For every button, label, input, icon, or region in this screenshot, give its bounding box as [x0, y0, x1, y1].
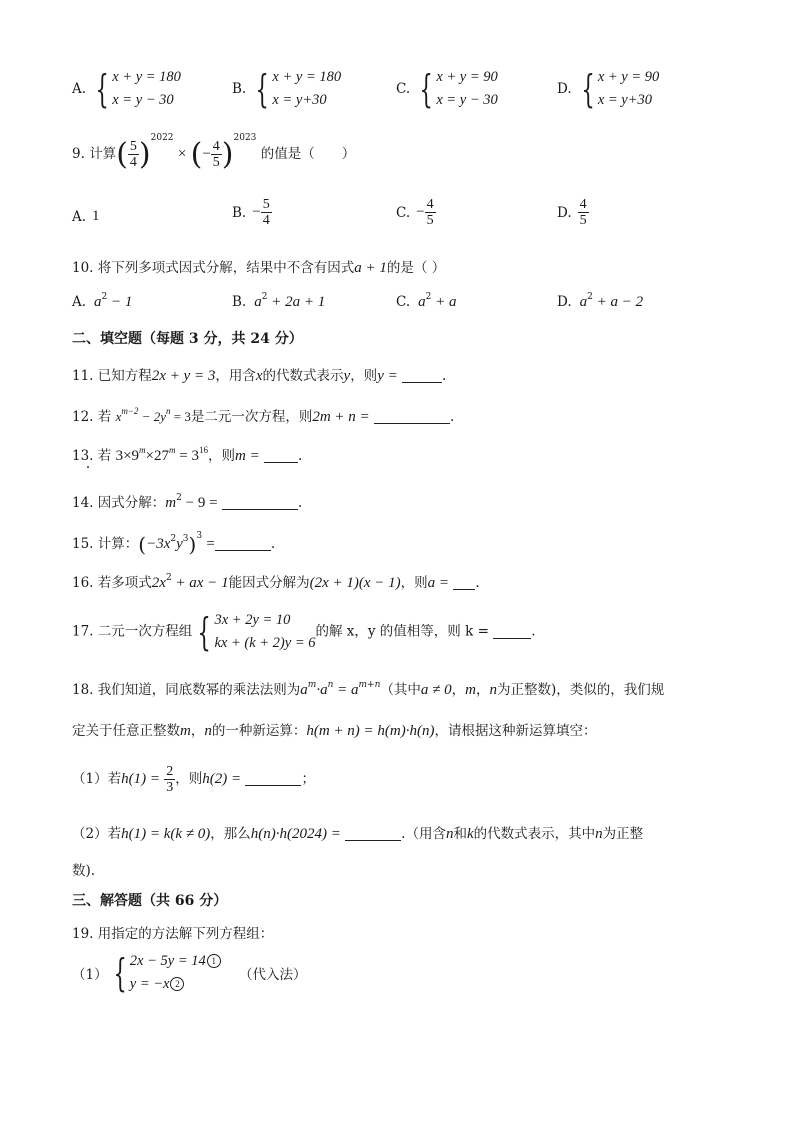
answer-blank[interactable]	[264, 448, 298, 463]
stem-text: ，则	[350, 368, 378, 384]
option-letter: D.	[557, 81, 572, 97]
stem-text: 定关于任意正整数	[72, 723, 180, 739]
stem-text: 为正整	[602, 826, 644, 842]
stem-text: 计算：	[97, 536, 139, 552]
q9-option-b[interactable]	[232, 197, 272, 228]
period: .	[270, 536, 276, 552]
stray-dot	[87, 466, 89, 468]
stem-text: ，则	[207, 448, 235, 464]
stem-text: 的解 x，y 的值相等，则 k =	[315, 623, 489, 640]
stem-text: （其中	[380, 682, 421, 698]
q18-part2	[72, 822, 643, 843]
left-brace: {	[581, 67, 595, 111]
answer-blank[interactable]	[222, 495, 298, 510]
equation-system	[192, 609, 315, 655]
q9-stem	[72, 133, 355, 172]
math-var: a	[579, 294, 588, 310]
exponent: 2022	[150, 133, 174, 143]
option-letter: B.	[232, 204, 247, 221]
period: .	[297, 495, 303, 511]
equation-row: y = −x	[129, 976, 170, 992]
stem-text: 将下列多项式因式分解，结果中不含有因式	[97, 260, 355, 276]
numerator: 2	[166, 764, 174, 779]
math-expr: + ax − 1	[171, 575, 229, 591]
denominator: 4	[129, 155, 137, 170]
exponent: m−2	[121, 406, 139, 416]
math-expr: + 2a + 1	[267, 294, 326, 310]
option-letter: C.	[396, 81, 411, 97]
math-expr: − 2y	[138, 409, 166, 424]
q15	[72, 531, 275, 557]
question-number: 13.	[72, 448, 94, 464]
math-expr: + a − 2	[592, 294, 644, 310]
denominator: 5	[426, 213, 434, 228]
math-var: x	[115, 409, 122, 424]
math-expr: 2m + n =	[312, 409, 370, 425]
question-number: 10.	[72, 260, 94, 276]
math-expr: h(1) = k(k ≠ 0)	[121, 826, 211, 842]
question-number: 15.	[72, 536, 94, 552]
minus-sign: −	[416, 204, 425, 220]
stem-text: ，	[475, 682, 490, 698]
equation-row: 2x − 5y = 14	[129, 953, 206, 969]
stem-text: 二元一次方程组	[97, 623, 193, 640]
math-expr: (2x + 1)	[309, 575, 359, 591]
math-expr: 2x	[151, 575, 166, 591]
fraction	[211, 139, 222, 170]
exponent: 3	[196, 531, 203, 541]
stem-text: ，请根据这种新运算填空：	[434, 723, 597, 739]
stem-text: 若	[97, 409, 112, 425]
math-var: m	[465, 682, 476, 698]
option-value: 1	[92, 208, 100, 224]
math-var: k	[466, 826, 474, 842]
q8-option-a[interactable]	[72, 66, 181, 112]
left-brace: {	[197, 610, 212, 654]
option-letter: D.	[557, 294, 572, 310]
math-var: y	[176, 536, 183, 552]
q16	[72, 571, 480, 592]
option-letter: D.	[557, 204, 572, 221]
q9-option-d[interactable]	[557, 197, 589, 228]
math-expr: −3x	[146, 536, 171, 552]
stem-text: ，则	[175, 771, 203, 787]
circled-number: 1	[207, 954, 221, 968]
math-var: y	[343, 368, 351, 384]
exponent: m	[139, 445, 146, 455]
equation-row: x = y − 30	[112, 92, 174, 108]
equation-system	[576, 66, 660, 112]
math-var: n	[204, 723, 212, 739]
stem-text: ，则	[400, 575, 428, 591]
fraction	[261, 197, 272, 228]
answer-blank[interactable]	[374, 409, 450, 424]
equation-row: x + y = 90	[597, 69, 660, 85]
equation-system	[90, 66, 181, 112]
q18-line1	[72, 678, 664, 699]
stem-text: ；	[301, 771, 315, 787]
question-number: 17.	[72, 623, 94, 640]
math-var: m	[165, 495, 177, 511]
minus-sign: −	[202, 146, 211, 162]
equation-system	[250, 66, 341, 112]
option-letter: A.	[72, 294, 87, 310]
stem-text: 和	[453, 826, 467, 842]
equation-row: x + y = 180	[272, 69, 342, 85]
question-number: 14.	[72, 495, 94, 511]
period: .	[475, 575, 480, 591]
times-sign: ×	[177, 146, 187, 162]
right-paren: )	[221, 137, 234, 172]
math-expr: h(m + n) = h(m)·h(n)	[306, 723, 435, 739]
exponent: 2	[170, 534, 177, 544]
q10-stem	[72, 256, 445, 277]
stem-text: ，	[190, 723, 205, 739]
numerator: 4	[212, 139, 220, 154]
math-expr: 2x + y = 3	[151, 368, 216, 384]
exponent: m	[169, 445, 176, 455]
stem-text: （1）若	[72, 771, 122, 787]
stem-text: 用指定的方法解下列方程组：	[97, 926, 274, 942]
math-expr: − 1	[107, 294, 133, 310]
left-paren: (	[138, 532, 147, 557]
stem-text: ，	[451, 682, 466, 698]
q13	[72, 444, 302, 465]
numerator: 4	[426, 197, 434, 212]
right-paren: )	[138, 137, 151, 172]
q18-part2-cont: 数).	[72, 863, 96, 879]
answer-blank[interactable]	[493, 624, 531, 639]
left-paren: (	[116, 137, 128, 172]
q17	[72, 609, 535, 655]
answer-blank[interactable]	[245, 771, 301, 786]
math-expr: (x − 1)	[358, 575, 401, 591]
math-expr: a =	[427, 575, 450, 591]
q18-line2	[72, 719, 596, 740]
math-var: n	[489, 682, 497, 698]
stem-text: 因式分解：	[97, 495, 166, 511]
math-expr: h(n)·h(2024) =	[250, 826, 341, 842]
circled-number: 2	[170, 977, 184, 991]
question-number: 9.	[72, 146, 85, 162]
stem-text: 能因式分解为	[228, 575, 310, 591]
method-note: （代入法）	[239, 967, 307, 983]
math-expr: a + 1	[354, 260, 387, 276]
period: .	[298, 448, 303, 464]
q8-option-c[interactable]	[396, 66, 498, 112]
q10-option-a[interactable]	[72, 292, 132, 311]
exponent: 3	[182, 534, 189, 544]
period: .	[442, 368, 447, 384]
fraction	[425, 197, 436, 228]
answer-blank[interactable]	[215, 536, 271, 551]
question-number: 18.	[72, 682, 94, 698]
stem-text: 计算	[89, 146, 117, 162]
answer-blank[interactable]	[453, 575, 475, 590]
fraction	[128, 139, 139, 170]
equals-sign: =	[206, 536, 215, 552]
fraction	[164, 764, 175, 795]
math-expr: − 9 =	[181, 495, 218, 511]
math-expr: + a	[431, 294, 457, 310]
stem-text: .（用含	[401, 826, 446, 842]
exponent: m+n	[358, 680, 381, 690]
option-letter: C.	[396, 204, 411, 221]
question-number: 19.	[72, 926, 94, 942]
math-expr: m =	[234, 448, 260, 464]
numerator: 4	[579, 197, 587, 212]
left-paren: (	[190, 137, 203, 172]
stem-text: ，用含	[215, 368, 256, 384]
math-expr: ×27	[145, 448, 170, 464]
stem-text: 若多项式	[97, 575, 152, 591]
exponent: 2023	[233, 133, 257, 143]
math-expr: h(1) =	[121, 771, 160, 787]
equation-row: x + y = 90	[436, 69, 498, 85]
stem-text: 是二元一次方程，则	[190, 409, 313, 425]
exponent: 2	[165, 573, 172, 583]
left-brace: {	[419, 67, 433, 111]
answer-blank[interactable]	[402, 368, 442, 383]
exponent: 2	[425, 292, 432, 302]
math-expr: = 3	[175, 448, 199, 464]
stem-text: 若	[97, 448, 112, 464]
left-brace: {	[255, 67, 269, 111]
equation-system	[414, 66, 498, 112]
q9-option-a[interactable]	[72, 208, 100, 225]
math-expr: y =	[377, 368, 398, 384]
exponent: 2	[587, 292, 593, 302]
math-var: n	[445, 826, 454, 842]
math-var: x	[255, 368, 263, 384]
exponent: n	[327, 680, 334, 690]
equation-system	[108, 950, 221, 996]
q11	[72, 364, 446, 385]
math-var: a	[418, 294, 426, 310]
option-letter: B.	[232, 294, 247, 310]
equation-row: 3x + 2y = 10	[214, 612, 291, 628]
q19-part1	[72, 950, 307, 996]
question-number: 11.	[72, 368, 94, 384]
right-paren: )	[188, 532, 197, 557]
exponent: 16	[198, 445, 208, 455]
denominator: 3	[166, 780, 174, 795]
period: .	[449, 409, 455, 425]
left-brace: {	[95, 67, 109, 111]
math-var: m	[180, 723, 191, 739]
stem-text: （2）若	[72, 826, 122, 842]
math-expr: = 3	[170, 409, 191, 424]
stem-text: 已知方程	[97, 368, 152, 384]
equation-row: x = y+30	[272, 92, 327, 108]
numerator: 5	[129, 139, 137, 154]
q9-option-c[interactable]	[396, 197, 436, 228]
equation-row: x = y − 30	[436, 92, 498, 108]
stem-text: 的代数式表示，其中	[473, 826, 596, 842]
math-var: n	[595, 826, 603, 842]
equation-row: x + y = 180	[112, 69, 181, 85]
q8-option-d[interactable]	[557, 66, 659, 112]
denominator: 4	[262, 213, 270, 228]
q18-part1	[72, 764, 315, 795]
equation-row: x = y+30	[597, 92, 653, 108]
question-number: 16.	[72, 575, 94, 591]
stem-text: 的代数式表示	[262, 368, 344, 384]
math-var: a	[94, 294, 102, 310]
denominator: 5	[212, 155, 220, 170]
exponent: 2	[176, 493, 182, 503]
stem-text: 的是（ ）	[386, 260, 446, 276]
minus-sign: −	[252, 204, 261, 220]
exponent: n	[165, 406, 171, 416]
option-letter: A.	[72, 81, 87, 97]
numerator: 5	[262, 197, 270, 212]
answer-blank[interactable]	[345, 826, 401, 841]
section-heading: 二、填空题（每题 3 分，共 24 分）	[72, 331, 303, 347]
q12	[72, 405, 454, 426]
left-brace: {	[113, 951, 127, 995]
equation-row: kx + (k + 2)y = 6	[214, 635, 316, 651]
question-number: 12.	[72, 409, 94, 425]
fraction	[578, 197, 589, 228]
section-heading: 三、解答题（共 66 分）	[72, 893, 228, 909]
stem-text: 的值是（ ）	[260, 146, 356, 162]
math-expr: h(2) =	[202, 771, 242, 787]
exponent: 2	[261, 292, 268, 302]
q10-option-d[interactable]	[557, 292, 643, 311]
math-expr: ·a	[316, 682, 328, 698]
q10-option-b[interactable]	[232, 292, 325, 311]
math-var: a	[254, 294, 262, 310]
math-expr: 3×9	[115, 448, 140, 464]
math-expr: a ≠ 0	[420, 682, 452, 698]
stem-text: 为正整数)，类似的，我们规	[496, 682, 665, 698]
q19-stem	[72, 922, 273, 942]
q10-option-c[interactable]	[396, 292, 457, 311]
stem-text: ，那么	[210, 826, 251, 842]
period: .	[531, 623, 536, 640]
math-expr: = a	[333, 682, 359, 698]
denominator: 5	[579, 213, 587, 228]
stem-text: 我们知道，同底数幂的乘法法则为	[97, 682, 301, 698]
option-letter: A.	[72, 208, 87, 225]
stem-text: （1）	[72, 967, 108, 983]
option-letter: C.	[396, 294, 411, 310]
option-letter: B.	[232, 81, 247, 97]
exponent: m	[307, 680, 317, 690]
stem-text: 的一种新运算：	[211, 723, 307, 739]
exponent: 2	[101, 292, 108, 302]
math-var: a	[300, 682, 308, 698]
q14	[72, 491, 302, 512]
q8-option-b[interactable]	[232, 66, 341, 112]
